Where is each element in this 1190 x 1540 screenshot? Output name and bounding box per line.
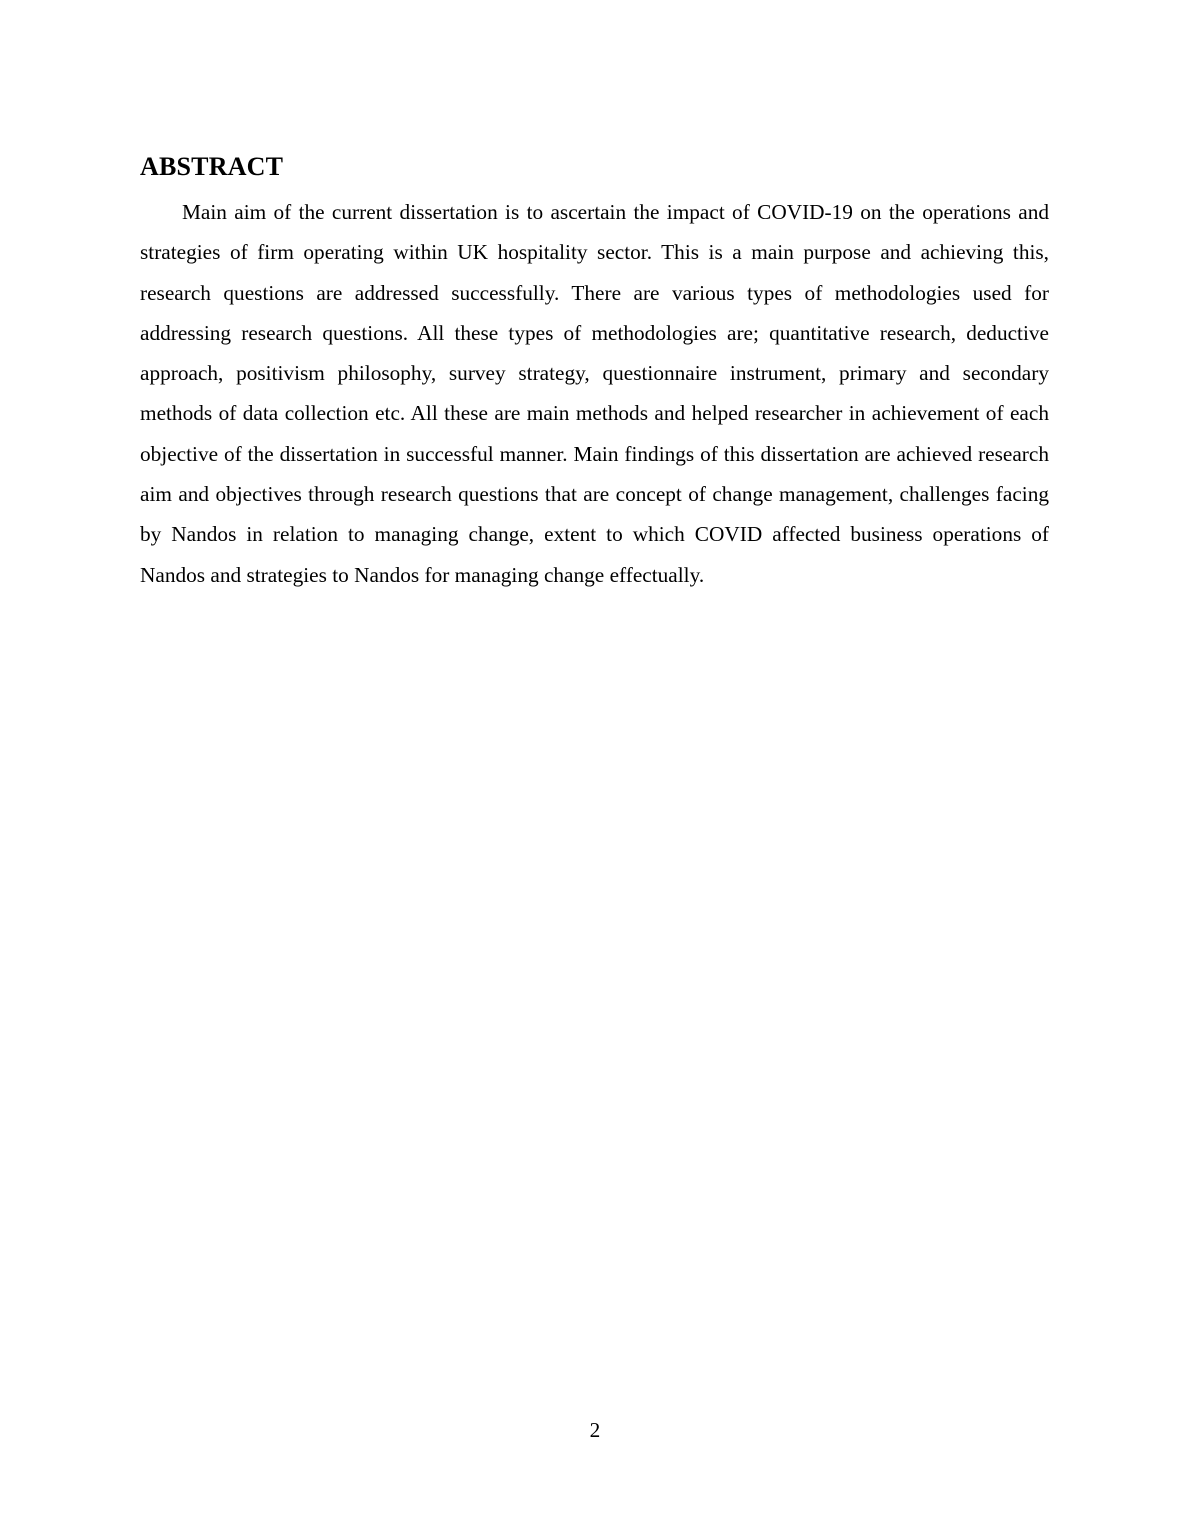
page-number: 2 (589, 1418, 601, 1442)
abstract-heading: ABSTRACT (140, 152, 284, 181)
abstract-paragraph: Main aim of the current dissertation is to ascertain the impact of COVID-19 on the operations and strategies of firm operating within UK hospitality sector. This is a main purpose and achieving this, research questions are addressed successfully. There are various types of methodologies used for addressing research questions. All these types of methodologies are; quantitative research, deductive approach, positivism philosophy, survey strategy, questionnaire instrument, primary and secondary methods of data collection etc. All these are main methods and helped researcher in achievement of each objective of the dissertation in successful manner. Main findings of this dissertation are achieved research aim and objectives through research questions that are concept of change management, challenges facing by Nandos in relation to managing change, extent to which COVID affected business operations of Nandos and strategies to Nandos for managing change effectually. (140, 200, 1049, 587)
